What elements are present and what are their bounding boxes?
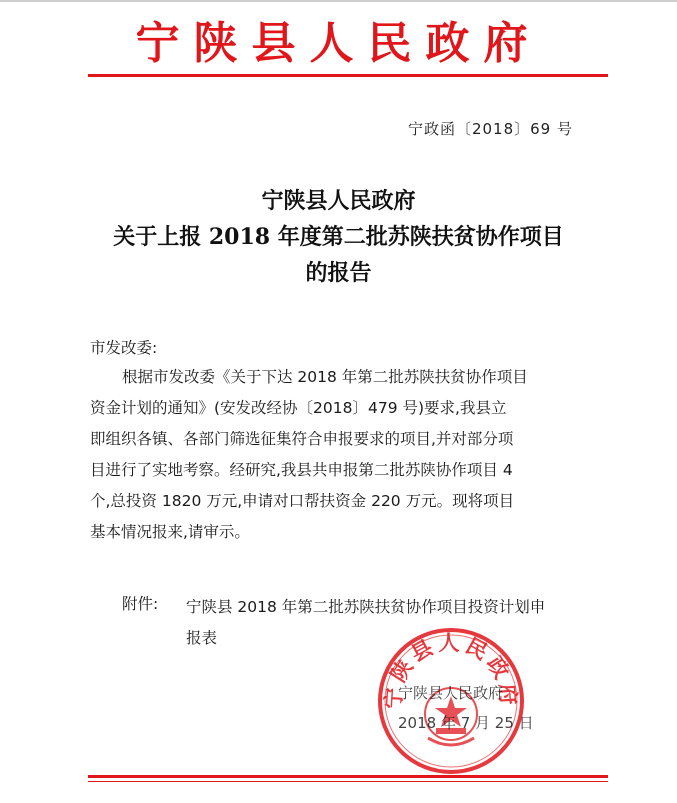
body-paragraph (90, 362, 610, 548)
body-line: 个,总投资 1820 万元,申请对口帮扶资金 220 万元。现将项目 (90, 492, 515, 510)
body-line: 即组织各镇、各部门筛选征集符合申报要求的项目,并对部分项 (90, 430, 514, 448)
report-title-line-3: 的报告 (305, 260, 372, 286)
body-line: 基本情况报来,请审示。 (90, 523, 250, 541)
page-top-edge (0, 0, 677, 2)
attachment-line-2: 报表 (186, 629, 218, 647)
body-line: 资金计划的通知》(安发改经协〔2018〕479 号)要求,我县立 (90, 399, 507, 417)
body-line: 目进行了实地考察。经研究,我县共申报第二批苏陕协作项目 4 (90, 461, 513, 479)
signature-organization: 宁陕县人民政府 (398, 684, 504, 702)
attachment-line-1: 宁陕县 2018 年第二批苏陕扶贫协作项目投资计划申 (186, 598, 546, 616)
letterhead-divider (88, 74, 608, 77)
letterhead-title: 宁陕县人民政府 (135, 18, 542, 69)
document-number: 宁政函〔2018〕69 号 (407, 120, 573, 138)
footer-divider-thick (88, 775, 608, 778)
attachment-label: 附件: (122, 595, 159, 613)
footer-divider-thin (88, 781, 608, 782)
signature-date: 2018 年 7 月 25 日 (398, 714, 534, 732)
report-title-line-1: 宁陕县人民政府 (261, 188, 416, 214)
recipient: 市发改委: (90, 339, 158, 357)
report-title-line-2: 关于上报 2018 年度第二批苏陕扶贫协作项目 (113, 224, 564, 250)
body-line: 根据市发改委《关于下达 2018 年第二批苏陕扶贫协作项目 (122, 368, 528, 386)
svg-text:宁陕县人民政府: 宁陕县人民政府 (381, 631, 521, 710)
